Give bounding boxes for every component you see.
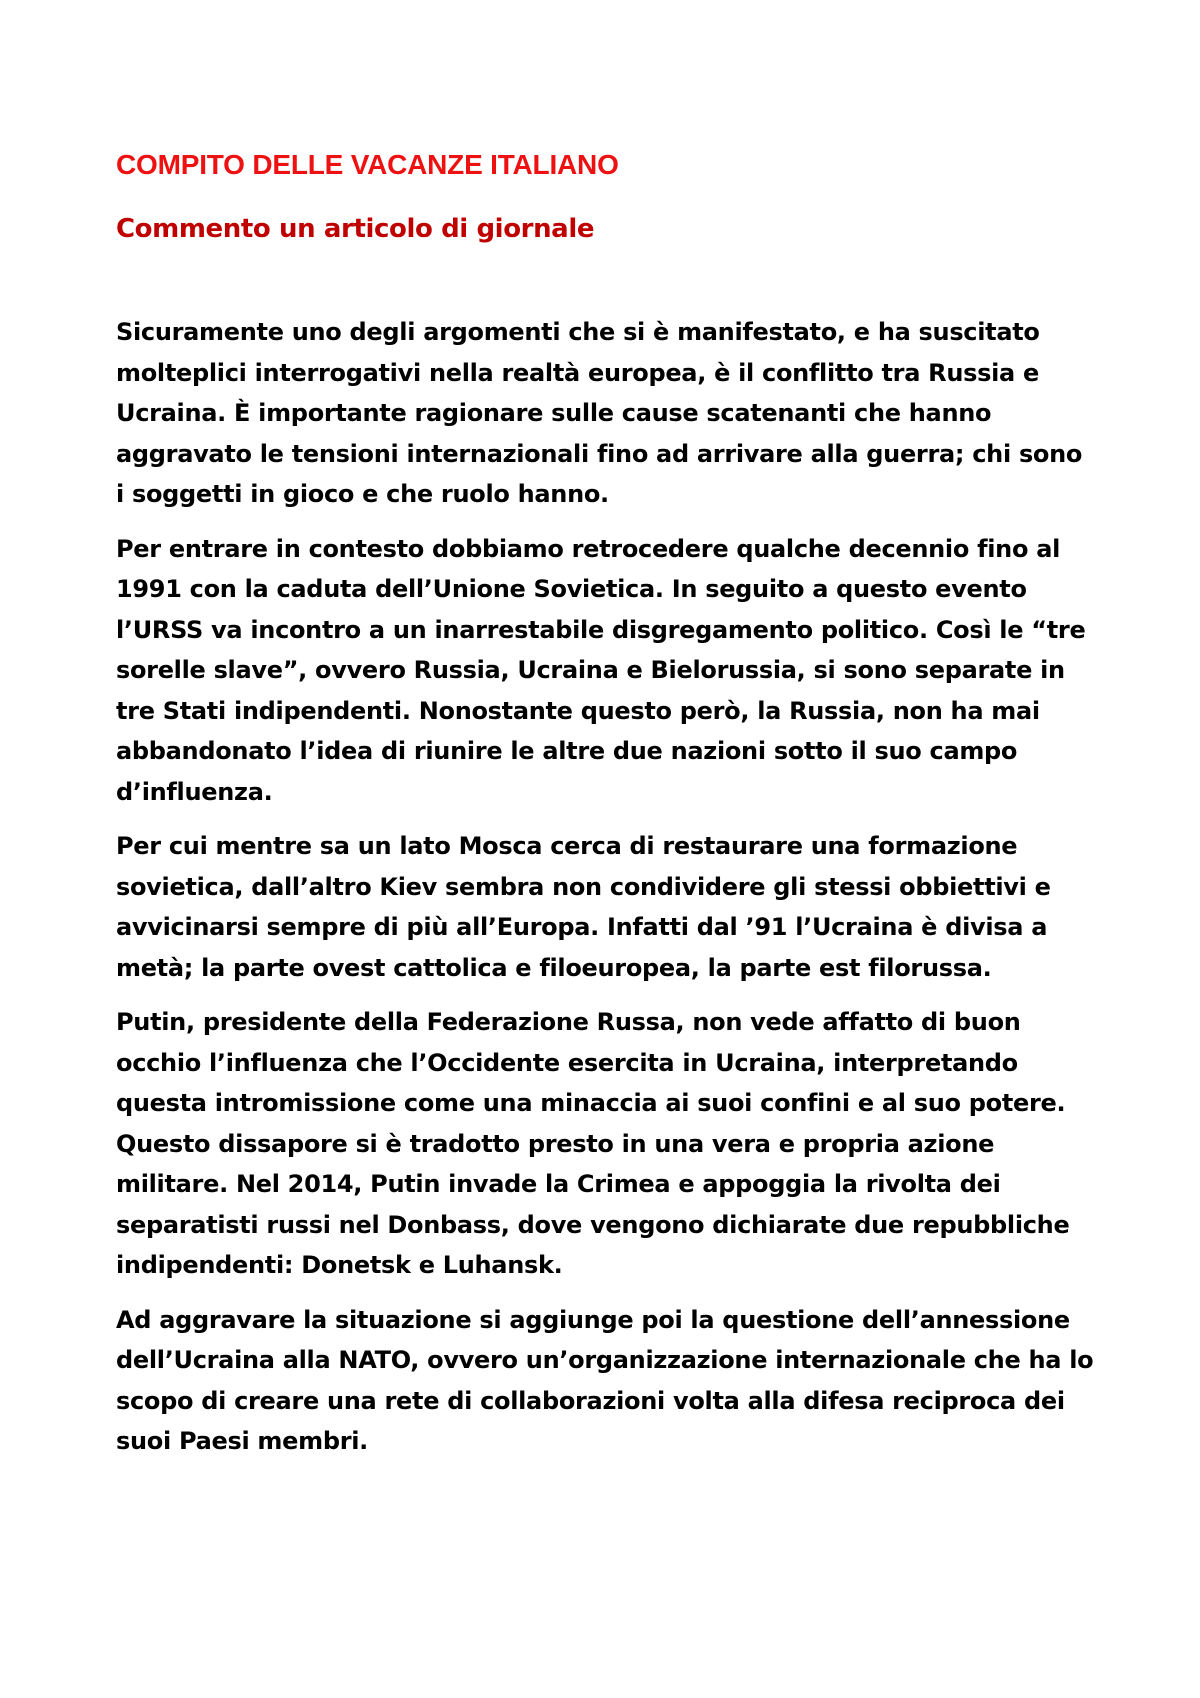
paragraph-3: Per cui mentre sa un lato Mosca cerca di restaurare una formazione sovietica, dall’altro Kiev sembra non condividere gli stessi obbiettivi e avvicinarsi sempre di più all’Europa. Infatti dal ’91 l’Ucraina è divisa a metà; la parte ovest cattolica e filoeuropea, la parte est filorussa. bbox=[116, 832, 1051, 982]
paragraph-5: Ad aggravare la situazione si aggiunge poi la questione dell’annessione dell’Ucraina alla NATO, ovvero un’organizzazione internazionale che ha lo scopo di creare una rete di collaborazioni volta alla difesa reciproca dei suoi Paesi membri. bbox=[116, 1305, 1094, 1455]
paragraph-1: Sicuramente uno degli argomenti che si è manifestato, e ha suscitato molteplici interrogativi nella realtà europea, è il conflitto tra Russia e Ucraina. È importante ragionare sulle cause scatenanti che hanno aggravato le tensioni internazionali fino ad arrivare alla guerra; chi sono i soggetti in gioco e che ruolo hanno. bbox=[116, 318, 1083, 508]
document-body bbox=[116, 312, 1096, 1462]
document-title: COMPITO DELLE VACANZE ITALIANO bbox=[116, 149, 619, 180]
document-subtitle: Commento un articolo di giornale bbox=[116, 214, 595, 244]
document-content bbox=[116, 148, 1096, 1476]
paragraph-4: Putin, presidente della Federazione Russa, non vede affatto di buon occhio l’influenza che l’Occidente esercita in Ucraina, interpretando questa intromissione come una minaccia ai suoi confini e al suo potere. Questo dissapore si è tradotto presto in una vera e propria azione militare. Nel 2014, Putin invade la Crimea e appoggia la rivolta dei separatisti russi nel Donbass, dove vengono dichiarate due repubbliche indipendenti: Donetsk e Luhansk. bbox=[116, 1008, 1070, 1279]
paragraph-2: Per entrare in contesto dobbiamo retrocedere qualche decennio fino al 1991 con la caduta dell’Unione Sovietica. In seguito a questo evento l’URSS va incontro a un inarrestabile disgregamento politico. Così le “tre sorelle slave”, ovvero Russia, Ucraina e Bielorussia, si sono separate in tre Stati indipendenti. Nonostante questo però, la Russia, non ha mai abbandonato l’idea di riunire le altre due nazioni sotto il suo campo d’influenza. bbox=[116, 534, 1086, 806]
